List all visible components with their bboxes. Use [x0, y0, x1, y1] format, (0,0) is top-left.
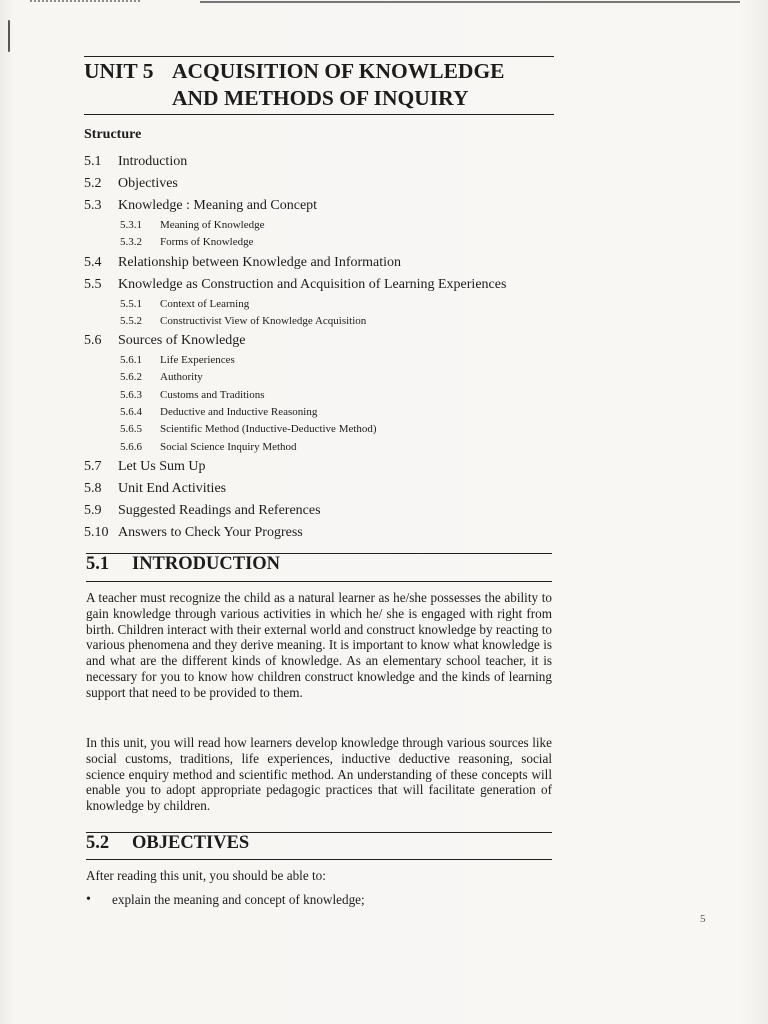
- toc-item-number: 5.5.2: [120, 314, 142, 327]
- toc-item: [84, 173, 554, 195]
- toc-item-number: 5.6.6: [120, 440, 142, 453]
- toc-item-number: 5.3.2: [120, 236, 142, 249]
- toc-item-title: Meaning of Knowledge: [160, 219, 265, 231]
- toc-item-title: Authority: [160, 371, 203, 384]
- table-of-contents: [84, 151, 554, 544]
- toc-item-number: 5.6.4: [120, 406, 142, 419]
- unit-title-line2: AND METHODS OF INQUIRY: [172, 86, 469, 110]
- toc-item-title: Knowledge as Construction and Acquisition of Learning Experiences: [118, 276, 507, 292]
- unit-number: UNIT 5: [84, 59, 154, 83]
- toc-item-title: Scientific Method (Inductive-Deductive Method): [160, 423, 377, 436]
- toc-item-title: Sources of Knowledge: [118, 333, 246, 349]
- title-top-rule: [84, 56, 554, 57]
- scan-edge-marks: [30, 0, 140, 8]
- toc-item-title: Let Us Sum Up: [118, 458, 206, 474]
- unit-title-line1: ACQUISITION OF KNOWLEDGE: [172, 59, 505, 83]
- toc-item-number: 5.6: [84, 333, 102, 349]
- intro-bottom-rule: [86, 581, 552, 582]
- toc-item-number: 5.9: [84, 502, 102, 518]
- toc-subitem: [84, 217, 554, 234]
- toc-item-title: Introduction: [118, 154, 188, 169]
- scan-edge-line: [200, 1, 740, 3]
- toc-item-title: Social Science Inquiry Method: [160, 440, 297, 453]
- toc-item-title: Life Experiences: [160, 354, 235, 367]
- objectives-intro: After reading this unit, you should be able to:: [86, 868, 326, 883]
- toc-item-title: Answers to Check Your Progress: [118, 524, 303, 540]
- objectives-bottom-rule: [86, 859, 552, 860]
- toc-item-title: Relationship between Knowledge and Information: [118, 254, 402, 270]
- toc-item-number: 5.6.2: [120, 371, 142, 384]
- toc-subitem: [84, 352, 554, 369]
- section-title: OBJECTIVES: [132, 833, 250, 853]
- toc-subitem: [84, 234, 554, 251]
- toc-item-title: Deductive and Inductive Reasoning: [160, 406, 318, 419]
- toc-subitem: [84, 296, 554, 313]
- toc-subitem: [84, 313, 554, 330]
- toc-item: [84, 274, 554, 296]
- toc-item-title: Suggested Readings and References: [118, 502, 321, 518]
- toc-item-title: Context of Learning: [160, 297, 250, 310]
- toc-item: [84, 522, 554, 544]
- toc-item-title: Forms of Knowledge: [160, 236, 254, 249]
- toc-subitem: [84, 369, 554, 386]
- toc-subitem: [84, 421, 554, 438]
- structure-heading: Structure: [84, 127, 142, 142]
- intro-paragraph-2: In this unit, you will read how learners develop knowledge through various sources like social customs, traditions, life experiences, inductive deductive reasoning, social science enquiry method and scientific method. An understanding of these concepts will enable you to adopt appropriate pedagogic practices that will facilitate generation of knowledge by children.: [86, 735, 552, 814]
- toc-item: [84, 500, 554, 522]
- toc-item: [84, 456, 554, 478]
- toc-item-number: 5.3: [84, 198, 102, 213]
- toc-subitem: [84, 439, 554, 456]
- page-number: 5: [700, 913, 706, 925]
- toc-item-title: Customs and Traditions: [160, 388, 265, 401]
- toc-item-number: 5.5.1: [120, 297, 142, 310]
- toc-item-number: 5.4: [84, 254, 102, 270]
- bullet-text: explain the meaning and concept of knowledge;: [112, 892, 365, 907]
- toc-item-number: 5.2: [84, 176, 102, 191]
- toc-item: [84, 151, 554, 173]
- toc-item-number: 5.5: [84, 276, 102, 292]
- title-bottom-rule: [84, 114, 554, 115]
- bullet-dot: •: [86, 892, 91, 907]
- intro-paragraph-1: A teacher must recognize the child as a natural learner as he/she possesses the ability to gain knowledge through various activities in which he/ she is engaged with right from birth. Children interact with their external world and construct knowledge by reacting to various phenomena and they derive meaning. It is important to know what knowledge is and what are the different kinds of knowledge. As an elementary school teacher, it is necessary for you to know how children construct knowledge and the kinds of learning support that need to be provided to them.: [86, 590, 552, 700]
- toc-item: [84, 330, 554, 352]
- toc-item-number: 5.8: [84, 480, 102, 496]
- toc-item-number: 5.10: [84, 524, 109, 540]
- toc-item-number: 5.7: [84, 458, 102, 474]
- toc-subitem: [84, 404, 554, 421]
- toc-item: [84, 195, 554, 217]
- toc-item: [84, 252, 554, 274]
- toc-subitem: [84, 387, 554, 404]
- section-number: 5.2: [86, 833, 110, 853]
- toc-item-title: Knowledge : Meaning and Concept: [118, 198, 318, 213]
- toc-item-title: Constructivist View of Knowledge Acquisition: [160, 314, 367, 327]
- toc-item-number: 5.3.1: [120, 219, 142, 231]
- toc-item-number: 5.6.1: [120, 354, 142, 367]
- toc-item-title: Unit End Activities: [118, 480, 227, 496]
- section-title: INTRODUCTION: [132, 554, 281, 574]
- section-number: 5.1: [86, 554, 110, 574]
- toc-item-title: Objectives: [118, 176, 178, 191]
- scan-left-mark: [8, 20, 10, 52]
- toc-item-number: 5.6.5: [120, 423, 142, 436]
- toc-item-number: 5.1: [84, 154, 102, 169]
- toc-item: [84, 478, 554, 500]
- toc-item-number: 5.6.3: [120, 388, 142, 401]
